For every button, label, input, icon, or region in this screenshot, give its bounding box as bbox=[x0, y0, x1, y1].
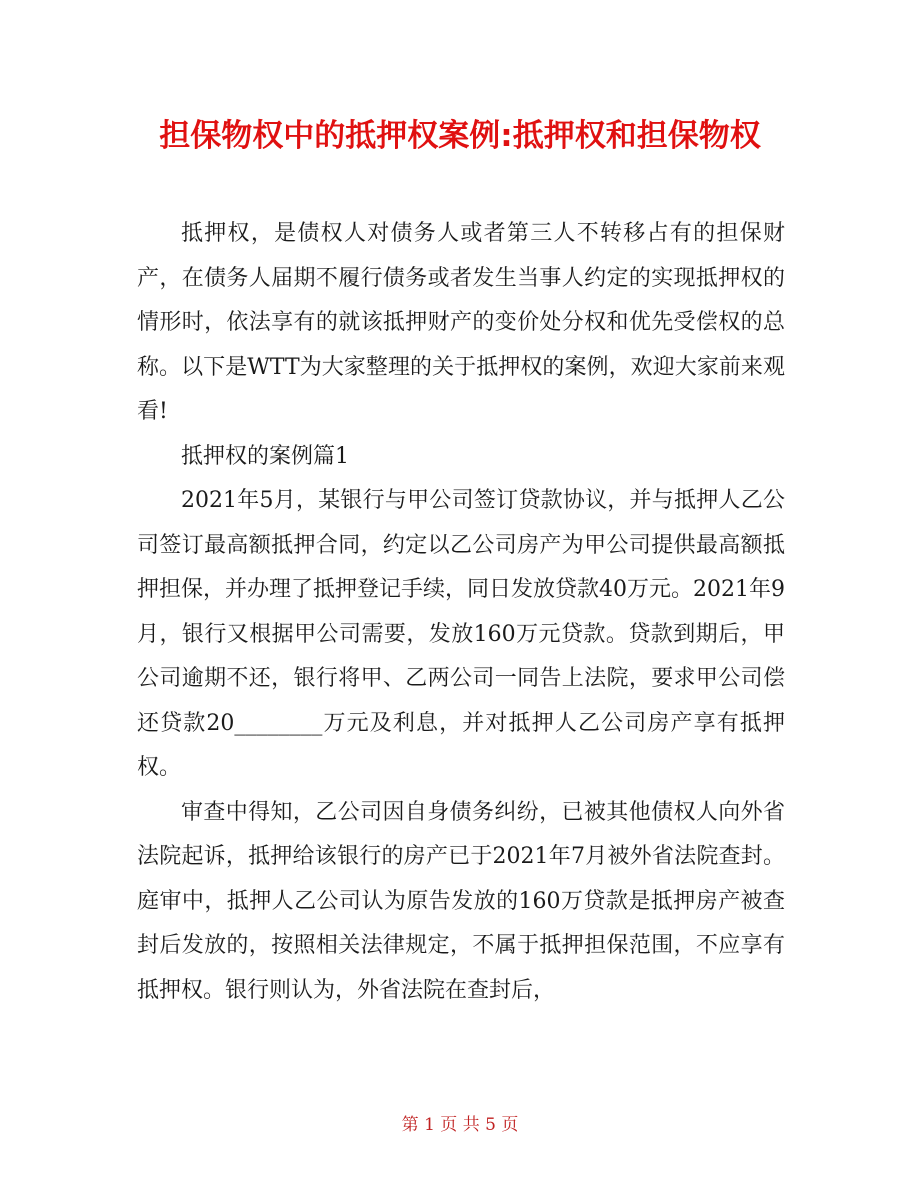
page-footer: 第 1 页 共 5 页 bbox=[401, 1115, 519, 1135]
case-paragraph-2: 审查中得知，乙公司因自身债务纠纷，已被其他债权人向外省法院起诉，抵押给该银行的房产已于2021年7月被外省法院查封。庭审中，抵押人乙公司认为原告发放的160万贷款是抵押房产被查封后发放的，按照相关法律规定，不属于抵押担保范围，不应享有抵押权。银行则认为，外省法院在查封后， bbox=[137, 799, 785, 1003]
intro-paragraph: 抵押权，是债权人对债务人或者第三人不转移占有的担保财产，在债务人届期不履行债务或者发生当事人约定的实现抵押权的情形时，依法享有的就该抵押财产的变价处分权和优先受偿权的总称。以下是WTT为大家整理的关于抵押权的案例，欢迎大家前来观看! bbox=[137, 221, 785, 424]
case-heading: 抵押权的案例篇1 bbox=[181, 443, 349, 469]
document-body bbox=[137, 212, 785, 1013]
document-title: 担保物权中的抵押权案例:抵押权和担保物权 bbox=[159, 118, 761, 154]
case-paragraph-1: 2021年5月，某银行与甲公司签订贷款协议，并与抵押人乙公司签订最高额抵押合同，约定以乙公司房产为甲公司提供最高额抵押担保，并办理了抵押登记手续，同日发放贷款40万元。2021年9月，银行又根据甲公司需要，发放160万元贷款。贷款到期后，甲公司逾期不还，银行将甲、乙两公司一同告上法院，要求甲公司偿还贷款20________万元及利息，并对抵押人乙公司房产享有抵押权。 bbox=[137, 488, 785, 780]
